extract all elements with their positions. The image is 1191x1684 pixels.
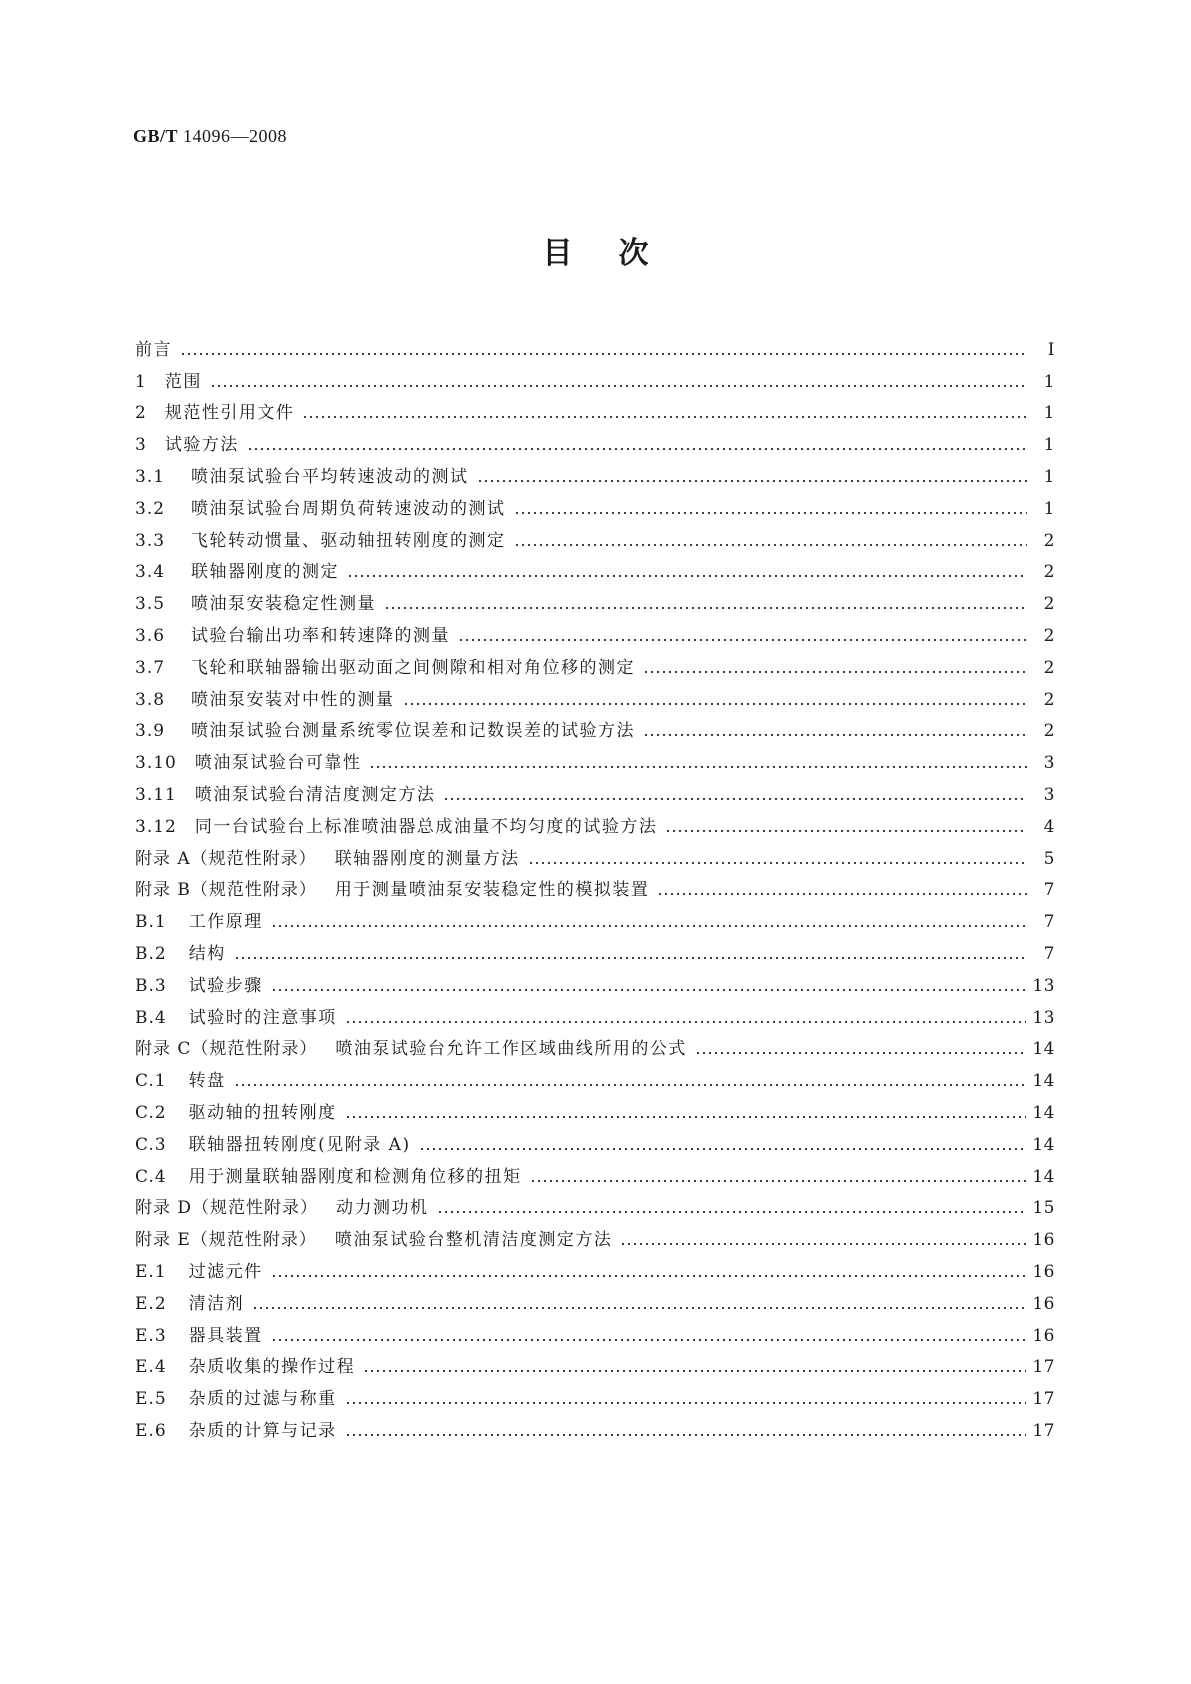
toc-entry-number: C.3 <box>135 1134 167 1155</box>
toc-entry[interactable] <box>135 456 1055 488</box>
toc-entry[interactable] <box>135 488 1055 520</box>
toc-entry-text: 试验步骤 <box>188 975 263 996</box>
toc-entry-page: 3 <box>1043 753 1055 774</box>
toc-entry-page: 4 <box>1043 816 1055 837</box>
toc-entry[interactable] <box>135 1092 1055 1124</box>
toc-entry-text: 联轴器刚度的测量方法 <box>334 848 520 869</box>
toc-entry-page: 1 <box>1043 466 1055 487</box>
toc-entry-page: 2 <box>1043 530 1055 551</box>
toc-entry-number: B.3 <box>135 975 167 996</box>
toc-entry-text: 喷油泵试验台清洁度测定方法 <box>194 784 436 805</box>
toc-entry[interactable] <box>135 1251 1055 1283</box>
dot-leader <box>271 924 1027 928</box>
toc-entry[interactable] <box>135 1188 1055 1220</box>
dot-leader <box>403 702 1027 706</box>
dot-leader <box>345 1020 1027 1024</box>
toc-entry[interactable] <box>135 806 1055 838</box>
toc-entry[interactable] <box>135 647 1055 679</box>
dot-leader <box>234 1083 1027 1087</box>
toc-entry[interactable] <box>135 1060 1055 1092</box>
toc-entry-text: 清洁剂 <box>188 1293 245 1314</box>
toc-entry[interactable] <box>135 615 1055 647</box>
toc-entry-number: E.4 <box>135 1357 167 1378</box>
toc-entry-text: 联轴器刚度的测定 <box>191 562 340 583</box>
toc-entry-text: 喷油泵试验台允许工作区域曲线所用的公式 <box>335 1039 687 1060</box>
toc-entry-number: B.1 <box>135 912 167 933</box>
toc-entry-label <box>135 1166 522 1188</box>
dot-leader <box>252 1306 1026 1310</box>
toc-entry-page: 2 <box>1043 689 1055 710</box>
dot-leader <box>271 1338 1027 1342</box>
toc-entry-number: 附录 E（规范性附录） <box>135 1230 317 1251</box>
toc-entry-label <box>135 339 172 361</box>
toc-entry-text: 动力测功机 <box>336 1198 429 1219</box>
toc-entry-label <box>135 402 294 424</box>
toc-entry-page: 17 <box>1032 1357 1055 1378</box>
toc-entry-text: 转盘 <box>188 1071 226 1092</box>
dot-leader <box>363 1369 1026 1373</box>
dot-leader <box>345 1401 1027 1405</box>
toc-entry-text: 用于测量喷油泵安装稳定性的模拟装置 <box>334 880 650 901</box>
toc-entry-number: 3.3 <box>135 530 166 551</box>
toc-entry-page: 7 <box>1043 912 1055 933</box>
toc-entry-page: 2 <box>1043 625 1055 646</box>
toc-entry-text: 杂质的过滤与称重 <box>188 1389 337 1410</box>
toc-entry-number: 附录 B（规范性附录） <box>135 880 317 901</box>
toc-entry-text: 飞轮和联轴器输出驱动面之间侧隙和相对角位移的测定 <box>191 657 636 678</box>
dot-leader <box>234 956 1027 960</box>
toc-entry-number: E.2 <box>135 1293 167 1314</box>
toc-entry[interactable] <box>135 965 1055 997</box>
toc-entry-text: 工作原理 <box>188 912 263 933</box>
toc-entry-number: 3.6 <box>135 625 166 646</box>
toc-entry-label <box>135 498 506 520</box>
toc-entry-label <box>135 1325 263 1347</box>
table-of-contents <box>135 329 1055 1442</box>
toc-entry-number: 3 <box>135 435 147 456</box>
toc-entry-number: 3.5 <box>135 594 166 615</box>
toc-entry-number: 附录 C（规范性附录） <box>135 1039 318 1060</box>
toc-entry-text: 试验时的注意事项 <box>188 1007 337 1028</box>
toc-entry-page: 17 <box>1032 1389 1055 1410</box>
toc-entry-number: E.6 <box>135 1420 167 1441</box>
toc-entry-page: 17 <box>1032 1420 1055 1441</box>
dot-leader <box>528 861 1027 865</box>
toc-entry-text: 前言 <box>135 339 172 360</box>
toc-entry[interactable] <box>135 1156 1055 1188</box>
toc-entry-number: 3.9 <box>135 721 166 742</box>
toc-entry-text: 用于测量联轴器刚度和检测角位移的扭矩 <box>188 1166 522 1187</box>
toc-entry-text: 试验方法 <box>164 435 239 456</box>
toc-entry[interactable] <box>135 742 1055 774</box>
toc-entry-page: 2 <box>1043 721 1055 742</box>
toc-entry-number: 1 <box>135 371 147 392</box>
toc-entry-label <box>135 593 376 615</box>
toc-entry-page: 2 <box>1043 562 1055 583</box>
dot-leader <box>665 829 1027 833</box>
toc-entry-text: 飞轮转动惯量、驱动轴扭转刚度的测定 <box>191 530 506 551</box>
dot-leader <box>443 797 1027 801</box>
toc-entry-number: 3.10 <box>135 753 177 774</box>
toc-entry-page: 14 <box>1032 1071 1055 1092</box>
toc-entry-label <box>135 1007 337 1029</box>
toc-entry-text: 喷油泵试验台测量系统零位误差和记数误差的试验方法 <box>191 721 636 742</box>
toc-entry-number: 3.11 <box>135 784 177 805</box>
dot-leader <box>271 1274 1027 1278</box>
dot-leader <box>657 892 1027 896</box>
standard-prefix: GB/T <box>133 126 179 146</box>
toc-entry-text: 器具装置 <box>188 1325 263 1346</box>
toc-entry-page: 1 <box>1043 435 1055 456</box>
toc-entry[interactable] <box>135 1219 1055 1251</box>
toc-entry-page: 2 <box>1043 594 1055 615</box>
toc-entry[interactable] <box>135 1029 1055 1061</box>
toc-entry-label <box>135 879 649 901</box>
toc-entry-label <box>135 943 226 965</box>
toc-entry-label <box>135 1134 411 1156</box>
dot-leader <box>643 670 1027 674</box>
toc-entry-label <box>135 911 263 933</box>
toc-entry-text: 喷油泵试验台周期负荷转速波动的测试 <box>191 498 506 519</box>
toc-entry-text: 喷油泵试验台整机清洁度测定方法 <box>334 1230 613 1251</box>
toc-entry[interactable] <box>135 997 1055 1029</box>
toc-entry-number: C.4 <box>135 1166 167 1187</box>
toc-entry-label <box>135 657 635 679</box>
toc-entry-page: Ⅰ <box>1047 339 1055 360</box>
toc-entry-text: 规范性引用文件 <box>164 403 295 424</box>
toc-entry-number: 3.7 <box>135 657 166 678</box>
toc-entry-page: 1 <box>1043 498 1055 519</box>
toc-entry-text: 喷油泵试验台可靠性 <box>194 753 362 774</box>
toc-entry-label <box>135 720 635 742</box>
standard-code <box>133 126 287 147</box>
toc-entry-label <box>135 466 469 488</box>
toc-entry-label <box>135 848 520 870</box>
dot-leader <box>643 733 1027 737</box>
page-title: 目次 <box>542 236 695 271</box>
toc-entry[interactable] <box>135 679 1055 711</box>
toc-entry-number: B.4 <box>135 1007 167 1028</box>
dot-leader <box>345 1433 1027 1437</box>
toc-entry-number: 3.1 <box>135 466 166 487</box>
toc-entry-page: 13 <box>1032 975 1055 996</box>
toc-entry-number: B.2 <box>135 943 167 964</box>
toc-entry-text: 喷油泵试验台平均转速波动的测试 <box>191 466 469 487</box>
toc-entry-label <box>135 1261 263 1283</box>
dot-leader <box>302 415 1027 419</box>
toc-entry[interactable] <box>135 1315 1055 1347</box>
toc-entry-label <box>135 816 657 838</box>
dot-leader <box>384 606 1027 610</box>
toc-entry-label <box>135 784 435 806</box>
dot-leader <box>458 638 1027 642</box>
toc-entry-page: 1 <box>1043 371 1055 392</box>
toc-entry-page: 2 <box>1043 657 1055 678</box>
toc-entry-label <box>135 1229 612 1251</box>
toc-entry-number: 附录 D（规范性附录） <box>135 1198 319 1219</box>
toc-entry-label <box>135 689 395 711</box>
toc-entry[interactable] <box>135 1378 1055 1410</box>
standard-number: 14096—2008 <box>183 126 288 146</box>
toc-entry[interactable] <box>135 329 1055 361</box>
toc-entry-number: E.3 <box>135 1325 167 1346</box>
toc-entry-number: E.1 <box>135 1261 167 1282</box>
dot-leader <box>271 988 1027 992</box>
toc-entry-page: 16 <box>1032 1261 1055 1282</box>
toc-entry-label <box>135 625 450 647</box>
toc-entry-text: 同一台试验台上标准喷油器总成油量不均匀度的试验方法 <box>194 816 658 837</box>
toc-entry-page: 7 <box>1043 943 1055 964</box>
toc-entry-number: 3.2 <box>135 498 166 519</box>
toc-entry[interactable] <box>135 1347 1055 1379</box>
toc-entry-number: 附录 A（规范性附录） <box>135 848 317 869</box>
toc-entry-page: 16 <box>1032 1293 1055 1314</box>
toc-entry-label <box>135 1356 355 1378</box>
toc-entry-page: 14 <box>1032 1102 1055 1123</box>
dot-leader <box>620 1242 1026 1246</box>
dot-leader <box>210 384 1027 388</box>
toc-entry[interactable] <box>135 424 1055 456</box>
toc-entry[interactable] <box>135 774 1055 806</box>
toc-entry[interactable] <box>135 870 1055 902</box>
toc-entry-page: 16 <box>1032 1325 1055 1346</box>
toc-entry[interactable] <box>135 711 1055 743</box>
toc-entry-page: 13 <box>1032 1007 1055 1028</box>
dot-leader <box>369 765 1027 769</box>
toc-entry-label <box>135 1038 687 1060</box>
toc-entry-text: 杂质的计算与记录 <box>188 1420 337 1441</box>
dot-leader <box>514 543 1027 547</box>
toc-entry[interactable] <box>135 1124 1055 1156</box>
toc-entry-number: 3.12 <box>135 816 177 837</box>
dot-leader <box>477 479 1027 483</box>
toc-entry-label <box>135 1197 429 1219</box>
toc-entry-label <box>135 1420 337 1442</box>
dot-leader <box>180 352 1027 356</box>
dot-leader <box>530 1179 1027 1183</box>
toc-entry-page: 5 <box>1043 848 1055 869</box>
toc-entry[interactable] <box>135 583 1055 615</box>
toc-entry[interactable] <box>135 901 1055 933</box>
dot-leader <box>514 511 1027 515</box>
toc-entry[interactable] <box>135 933 1055 965</box>
dot-leader <box>247 447 1027 451</box>
toc-entry-page: 16 <box>1032 1230 1055 1251</box>
toc-entry[interactable] <box>135 361 1055 393</box>
toc-entry[interactable] <box>135 393 1055 425</box>
toc-entry-page: 14 <box>1032 1039 1055 1060</box>
toc-entry-text: 驱动轴的扭转刚度 <box>188 1102 337 1123</box>
toc-entry-number: C.2 <box>135 1102 167 1123</box>
toc-entry[interactable] <box>135 1283 1055 1315</box>
toc-entry-label <box>135 752 361 774</box>
toc-entry-text: 范围 <box>164 371 202 392</box>
toc-entry-label <box>135 371 202 393</box>
toc-entry-label <box>135 434 239 456</box>
toc-entry-label <box>135 561 339 583</box>
toc-entry-number: E.5 <box>135 1389 167 1410</box>
dot-leader <box>695 1051 1026 1055</box>
toc-entry-text: 联轴器扭转刚度(见附录 A) <box>188 1134 411 1155</box>
toc-entry[interactable] <box>135 1410 1055 1442</box>
toc-entry-label <box>135 530 506 552</box>
dot-leader <box>437 1210 1027 1214</box>
toc-entry-page: 15 <box>1032 1198 1055 1219</box>
toc-entry-page: 14 <box>1032 1166 1055 1187</box>
toc-entry-text: 结构 <box>188 943 226 964</box>
toc-entry-text: 杂质收集的操作过程 <box>188 1357 356 1378</box>
dot-leader <box>419 1147 1027 1151</box>
toc-entry-label <box>135 1388 337 1410</box>
toc-entry-page: 14 <box>1032 1134 1055 1155</box>
toc-entry-text: 喷油泵安装对中性的测量 <box>191 689 395 710</box>
toc-entry-text: 试验台输出功率和转速降的测量 <box>191 625 451 646</box>
toc-entry-label <box>135 1070 226 1092</box>
toc-entry-label <box>135 1293 244 1315</box>
toc-entry-label <box>135 1102 337 1124</box>
toc-entry-number: 2 <box>135 403 147 424</box>
toc-entry[interactable] <box>135 520 1055 552</box>
toc-entry-text: 喷油泵安装稳定性测量 <box>191 594 377 615</box>
toc-entry-text: 过滤元件 <box>188 1261 263 1282</box>
dot-leader <box>345 1115 1027 1119</box>
toc-entry[interactable] <box>135 552 1055 584</box>
toc-entry-number: 3.8 <box>135 689 166 710</box>
toc-entry-page: 3 <box>1043 784 1055 805</box>
toc-entry-page: 7 <box>1043 880 1055 901</box>
toc-entry-page: 1 <box>1043 403 1055 424</box>
toc-entry-number: 3.4 <box>135 562 166 583</box>
toc-entry-label <box>135 975 263 997</box>
toc-entry-number: C.1 <box>135 1071 167 1092</box>
dot-leader <box>347 574 1027 578</box>
toc-entry[interactable] <box>135 838 1055 870</box>
